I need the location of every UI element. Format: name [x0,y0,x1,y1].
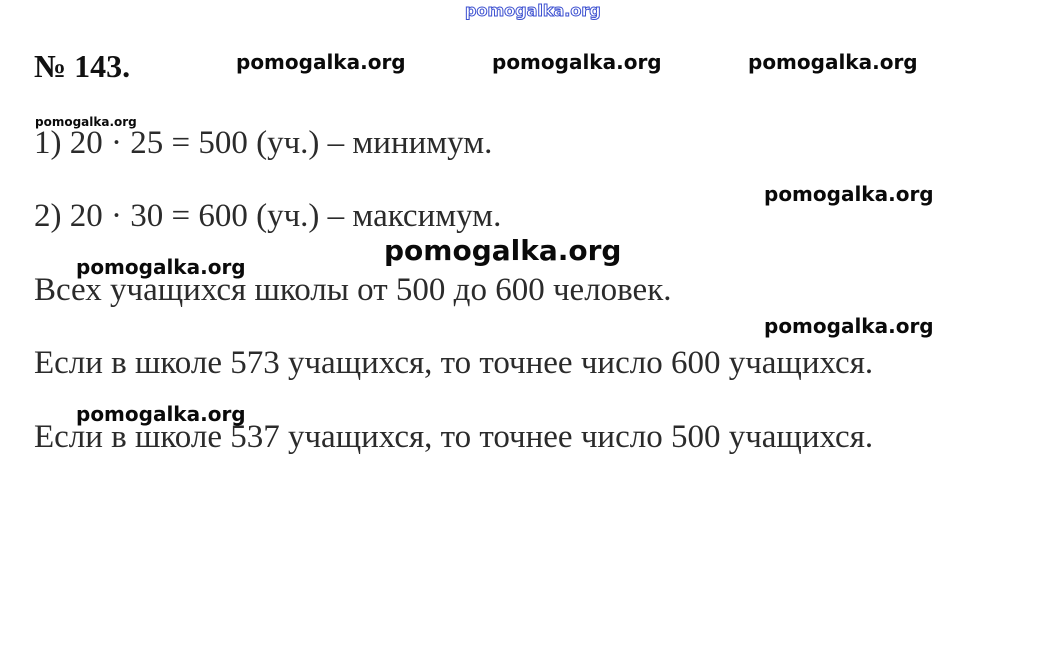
watermark-text: pomogalka.org [35,115,137,129]
watermark-text: pomogalka.org [492,50,662,74]
answer-line-2: Если в школе 537 учащихся, то точнее число 500 учащихся. [34,419,874,455]
answer-line-1: Если в школе 573 учащихся, то точнее число 600 учащихся. [34,345,874,381]
watermark-outline[interactable]: pomogalka.org [465,1,601,20]
solution-line-2: 2) 20 · 30 = 600 (уч.) – максимум. [34,198,502,234]
conclusion-line: Всех учащихся школы от 500 до 600 человек. [34,272,672,308]
watermark-text: pomogalka.org [748,50,918,74]
solution-line-1: 1) 20 · 25 = 500 (уч.) – минимум. [34,125,493,161]
watermark-text: pomogalka.org [764,314,934,338]
watermark-text: pomogalka.org [764,182,934,206]
watermark-text: pomogalka.org [76,255,246,279]
watermark-text: pomogalka.org [76,402,246,426]
watermark-text: pomogalka.org [384,234,622,267]
watermark-text: pomogalka.org [236,50,406,74]
problem-number: № 143. [34,48,131,84]
